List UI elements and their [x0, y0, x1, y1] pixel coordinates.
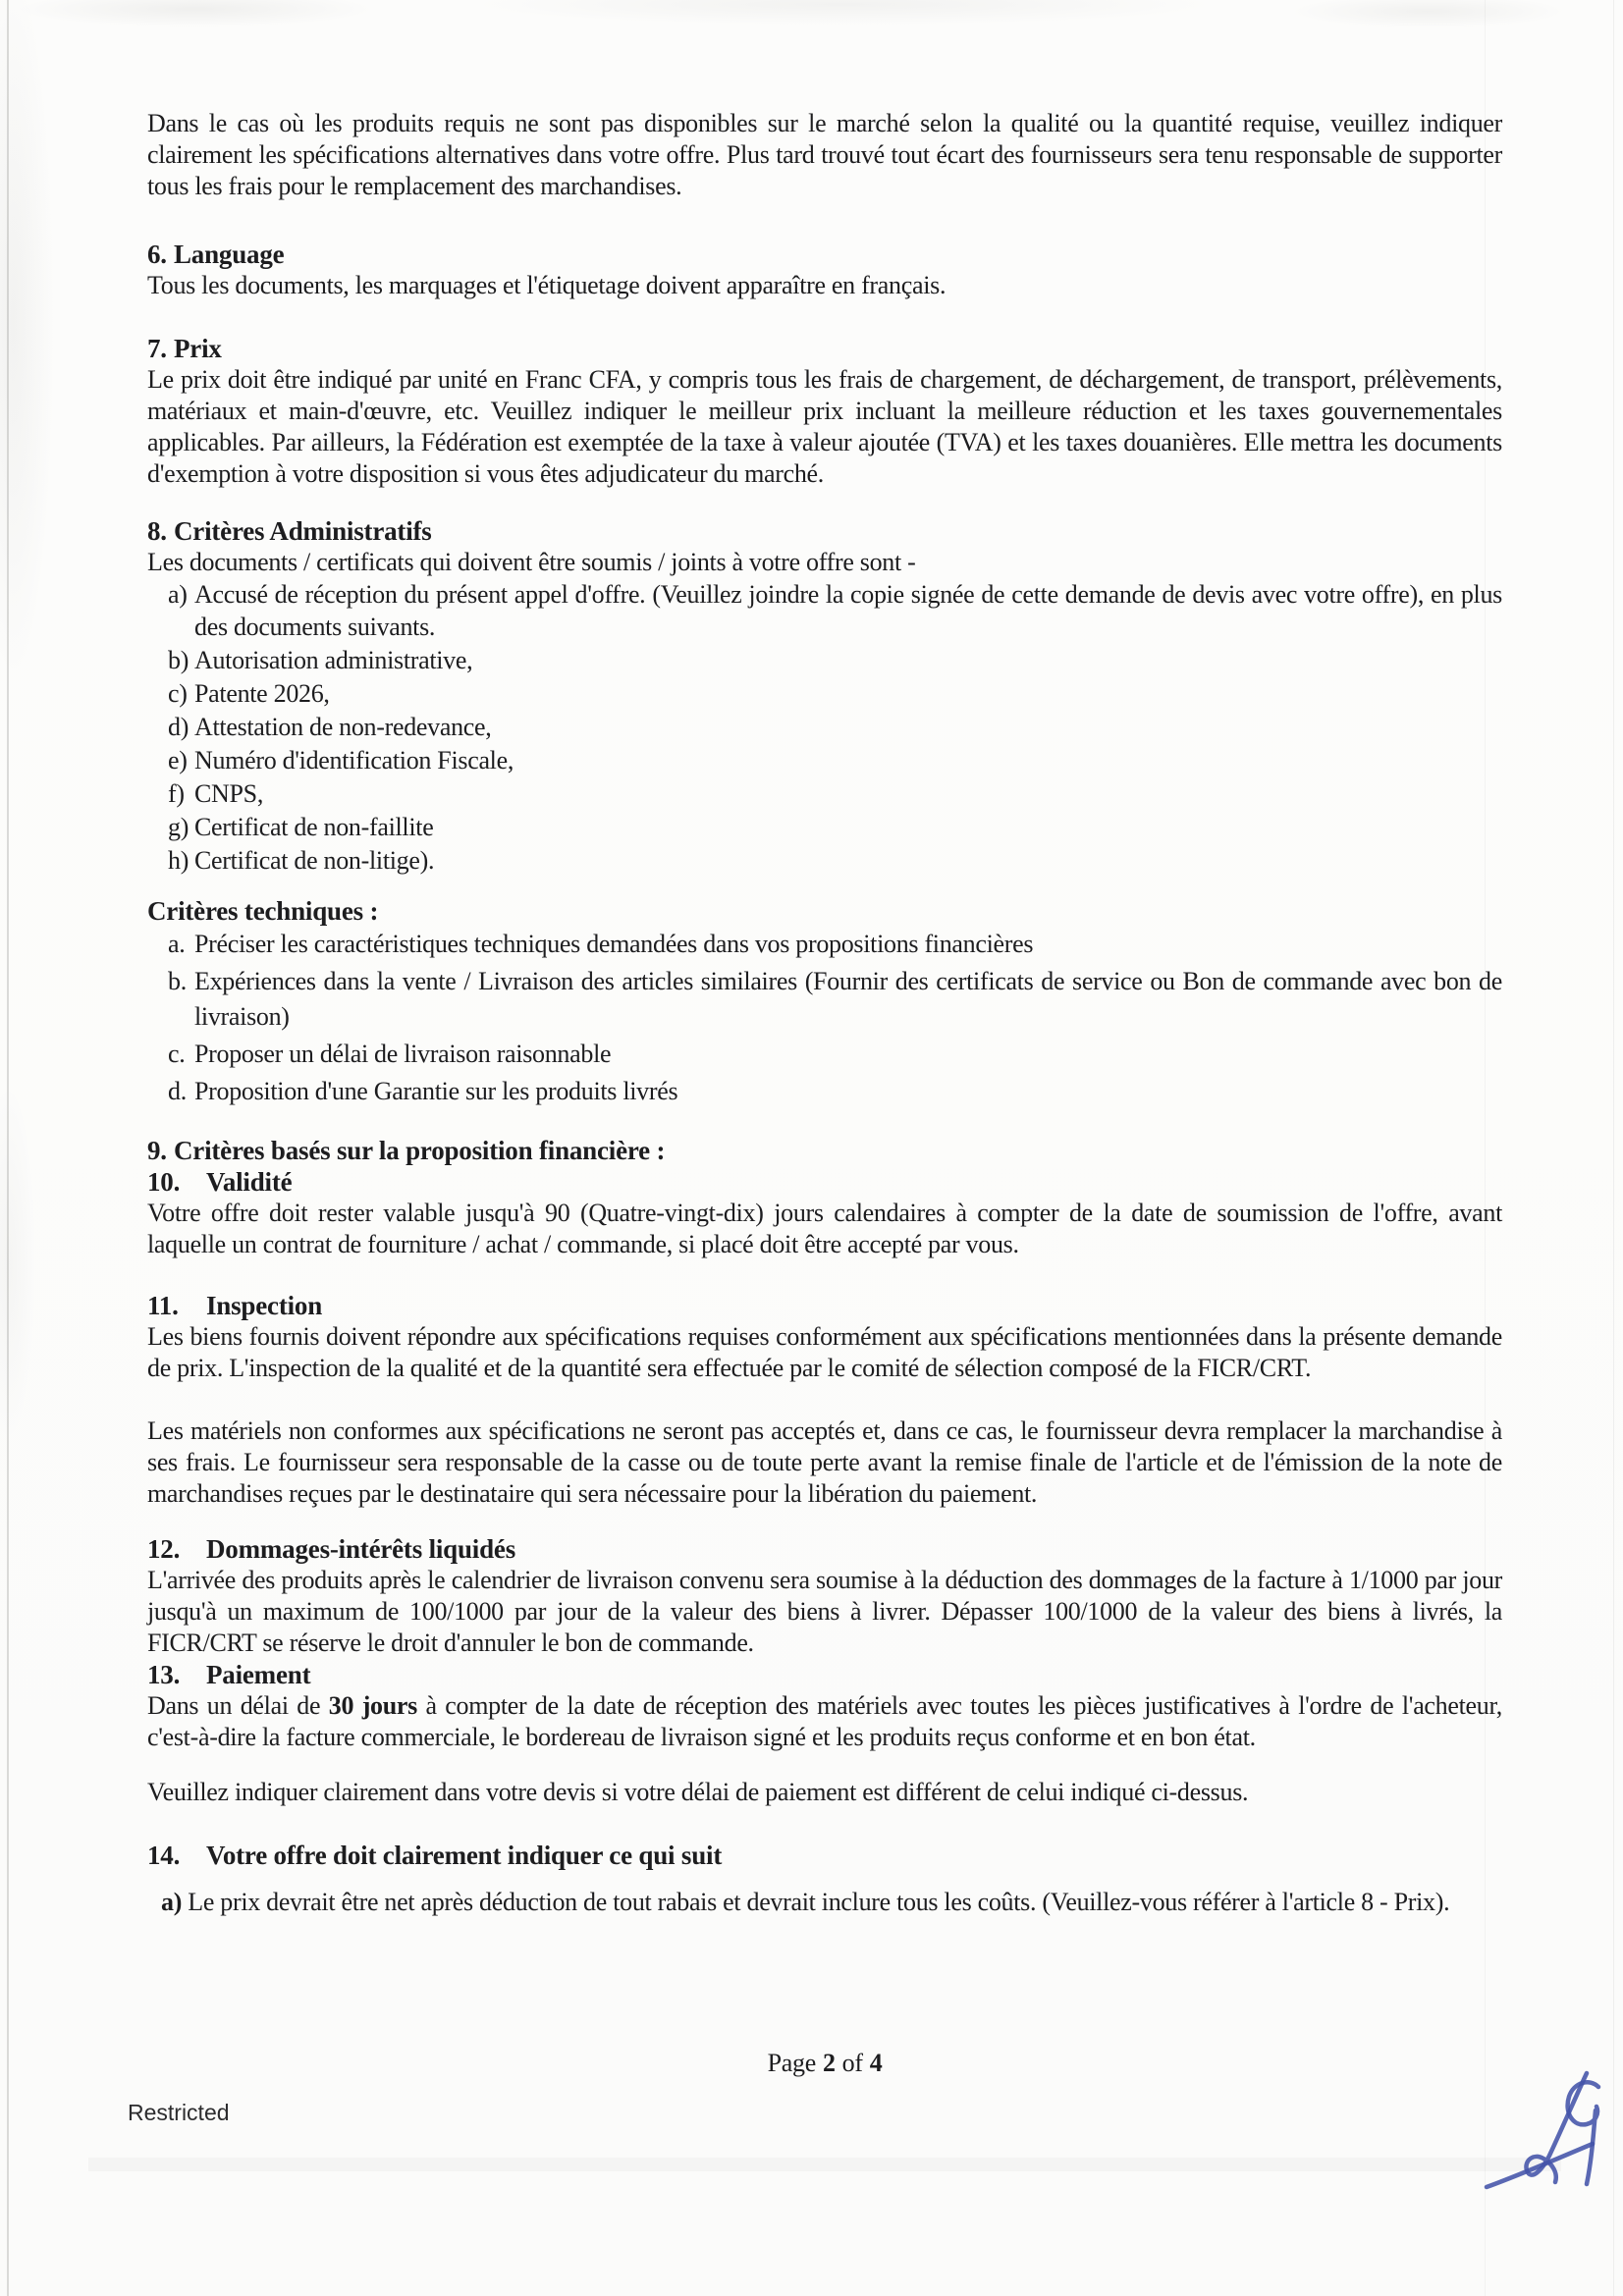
section-7-heading [147, 333, 1502, 364]
section-14-number: 14. [147, 1841, 181, 1870]
scan-smudge [88, 2158, 1561, 2171]
section-11-body: Les biens fournis doivent répondre aux spécifications requises conformément aux spécifications mentionnées dans la présente demande de prix. L'inspection de la qualité et de la quantité sera effectuée par le comité de sélection composé de la FICR/CRT. [147, 1322, 1502, 1382]
section-11-number: 11. [147, 1291, 179, 1320]
section-8-number: 8. [147, 516, 167, 546]
list-item [147, 644, 1502, 676]
list-item-text: Expériences dans la vente / Livraison des articles similaires (Fournir des certificats de service ou Bon de commande avec bon de livraison) [194, 967, 1502, 1031]
body-text: à compter de la date de réception des matériels avec toutes les pièces justificatives à l'ordre de l'acheteur, c'est-à-dire la facture commerciale, le bordereau de livraison signé et les produits reçus conforme et en bon état. [147, 1691, 1502, 1751]
section-10-number: 10. [147, 1167, 181, 1197]
section-13-body [147, 1690, 1502, 1753]
list-item [147, 777, 1502, 810]
scan-crease-line [1613, 0, 1614, 2296]
section-7-number: 7. [147, 334, 167, 363]
section-10-heading [147, 1166, 1502, 1198]
list-item [147, 677, 1502, 710]
section-12-title: Dommages-intérêts liquidés [206, 1534, 516, 1564]
section-14-heading [147, 1840, 1502, 1871]
list-item [147, 744, 1502, 776]
list-item [147, 964, 1502, 1035]
list-marker: d) [168, 713, 189, 741]
scan-edge-artifact [7, 0, 9, 2296]
page-total: 4 [869, 2049, 883, 2077]
list-item [147, 1037, 1502, 1072]
section-12-number: 12. [147, 1534, 181, 1564]
list-item [147, 711, 1502, 743]
section-8-title: Critères Administratifs [174, 516, 432, 546]
section-7-body: Le prix doit être indiqué par unité en Franc CFA, y compris tous les frais de chargement, de déchargement, de transport, prélèvements, matériaux et main-d'œuvre, etc. Veuillez indiquer le meilleur prix incluant la meilleure réduction et les taxes gouvernementales applicables. Par ailleurs, la Fédération est exemptée de la taxe à valeur ajoutée (TVA) et les taxes douanières. Elle mettra les documents d'exemption à votre disposition si vous êtes adjudicateur du marché. [147, 365, 1502, 488]
of-word: of [841, 2049, 863, 2077]
list-item-text: Accusé de réception du présent appel d'offre. (Veuillez joindre la copie signée de cette demande de devis avec votre offre), en plus des documents suivants. [194, 580, 1502, 641]
list-item [147, 578, 1502, 643]
section-6-title: Language [174, 240, 285, 269]
page-number: 2 [822, 2049, 836, 2077]
list-marker: c. [168, 1040, 186, 1068]
list-marker: c) [168, 679, 188, 708]
section-11-heading [147, 1290, 1502, 1321]
list-item-text: Autorisation administrative, [194, 646, 473, 674]
section-12-heading [147, 1533, 1502, 1565]
list-item-text: CNPS, [194, 779, 264, 808]
list-marker: b. [168, 967, 187, 995]
technical-criteria-heading: Critères techniques : [147, 896, 379, 926]
list-item-text: Certificat de non-faillite [194, 813, 434, 841]
section-13-heading [147, 1659, 1502, 1690]
list-marker: g) [168, 813, 189, 841]
section-10-title: Validité [206, 1167, 293, 1197]
section-13-title: Paiement [206, 1660, 311, 1689]
list-item-text: Proposition d'une Garantie sur les produits livrés [194, 1077, 678, 1105]
section-9-heading [147, 1135, 1502, 1166]
section-14-item-a [147, 1887, 1502, 1918]
section-6-body: Tous les documents, les marquages et l'étiquetage doivent apparaître en français. [147, 271, 947, 299]
list-marker: d. [168, 1077, 187, 1105]
list-item-text: Proposer un délai de livraison raisonnable [194, 1040, 612, 1068]
section-10-body: Votre offre doit rester valable jusqu'à 90 (Quatre-vingt-dix) jours calendaires à compter de la date de soumission de l'offre, avant laquelle un contrat de fourniture / achat / commande, si placé doit être accepté par vous. [147, 1199, 1502, 1258]
list-item-text: Patente 2026, [194, 679, 330, 708]
section-11-title: Inspection [206, 1291, 323, 1320]
list-item-text: Certificat de non-litige). [194, 846, 435, 875]
intro-paragraph: Dans le cas où les produits requis ne sont pas disponibles sur le marché selon la qualité ou la quantité requise, veuillez indiquer clairement les spécifications alternatives dans votre offre. Plus tard trouvé tout écart des fournisseurs sera tenu responsable de supporter tous les frais pour le remplacement des marchandises. [147, 109, 1502, 200]
restricted-classification-label: Restricted [128, 2100, 230, 2125]
section-9-number: 9. [147, 1136, 167, 1165]
list-item-text: Numéro d'identification Fiscale, [194, 746, 514, 774]
handwritten-initials-signature-icon [1471, 2059, 1618, 2221]
list-marker: h) [168, 846, 189, 875]
list-item [147, 1074, 1502, 1109]
list-marker: e) [168, 746, 188, 774]
section-11-body-2: Les matériels non conformes aux spécifications ne seront pas acceptés et, dans ce cas, le fournisseur devra remplacer la marchandise à ses frais. Le fournisseur sera responsable de la casse ou de toute perte avant la remise finale de l'article et de l'émission de la note de marchandises reçues par le destinataire qui sera nécessaire pour la libération du paiement. [147, 1416, 1502, 1508]
section-9-title: Critères basés sur la proposition financière : [174, 1136, 666, 1165]
administrative-documents-list [147, 578, 1502, 877]
list-item-text: Attestation de non-redevance, [194, 713, 492, 741]
section-7-title: Prix [174, 334, 222, 363]
section-6-number: 6. [147, 240, 167, 269]
list-item-text: Préciser les caractéristiques techniques demandées dans vos propositions financières [194, 930, 1034, 958]
payment-note: Veuillez indiquer clairement dans votre devis si votre délai de paiement est différent de celui indiqué ci-dessus. [147, 1778, 1249, 1806]
section-12-body: L'arrivée des produits après le calendrier de livraison convenu sera soumise à la déduction des dommages de la facture à 1/1000 par jour jusqu'à un maximum de 100/1000 par jour de la valeur des biens à livrer. Dépasser 100/1000 de la valeur des biens à livrés, la FICR/CRT se réserve le droit d'annuler le bon de commande. [147, 1566, 1502, 1657]
list-marker: a. [168, 930, 186, 958]
page-number-footer [147, 2048, 1502, 2079]
section-8-heading [147, 515, 1502, 547]
list-marker: f) [168, 779, 185, 808]
list-item [147, 844, 1502, 877]
bold-term: 30 jours [328, 1691, 417, 1720]
section-6-heading [147, 239, 1502, 270]
list-item [147, 811, 1502, 843]
list-item-text: Le prix devrait être net après déduction de tout rabais et devrait inclure tous les coûts. (Veuillez-vous référer à l'article 8 - Prix). [182, 1888, 1450, 1916]
list-marker: a) [168, 580, 188, 609]
section-13-number: 13. [147, 1660, 181, 1689]
section-14-title: Votre offre doit clairement indiquer ce qui suit [206, 1841, 723, 1870]
section-8-lead: Les documents / certificats qui doivent être soumis / joints à votre offre sont - [147, 548, 916, 576]
list-marker: a) [161, 1888, 183, 1916]
body-text: Dans un délai de [147, 1691, 329, 1720]
page-word: Page [767, 2049, 816, 2077]
technical-criteria-list [147, 927, 1502, 1109]
list-marker: b) [168, 646, 189, 674]
scan-crease-line [1485, 0, 1486, 2296]
list-item [147, 927, 1502, 962]
